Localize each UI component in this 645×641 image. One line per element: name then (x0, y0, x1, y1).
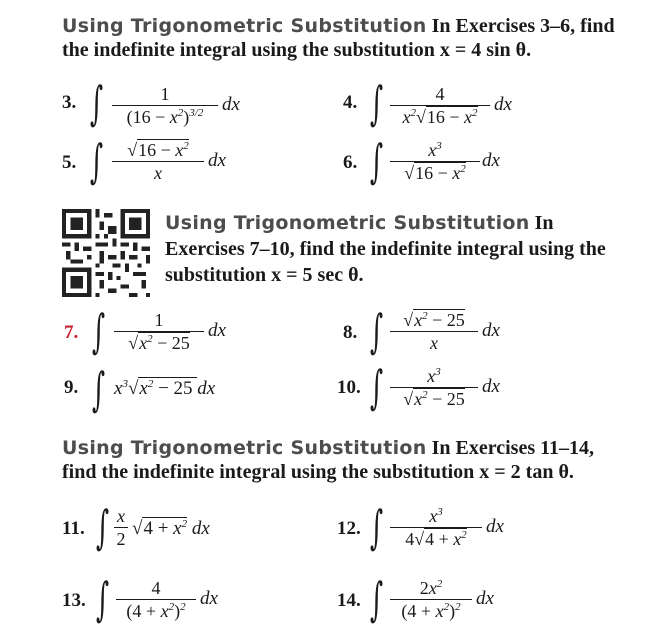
integral-sign: ∫ (370, 360, 384, 414)
section-heading-1 (62, 14, 617, 62)
exercise-13-fraction: 4 $(4 + x^2)^2$ (116, 578, 196, 621)
exercise-11-integrand: $√4 + x^2$ dx (132, 518, 210, 539)
integral-sign: ∫ (370, 304, 384, 358)
exercise-8-fraction: $√x^2 - 25$ x (390, 310, 478, 353)
exercise-number: 12. (337, 518, 361, 539)
section-title: Using Trigonometric Substitution (62, 15, 427, 37)
exercise-number: 11. (62, 518, 85, 539)
exercise-number: 5. (62, 152, 77, 173)
differential: dx (476, 588, 494, 609)
differential: dx (222, 94, 240, 115)
differential: dx (486, 516, 504, 537)
integral-sign: ∫ (370, 572, 384, 626)
integral-sign: ∫ (92, 304, 106, 358)
exercise-10-fraction: $x^3$ $√x^2 - 25$ (390, 366, 478, 409)
exercise-number: 3. (62, 92, 77, 113)
section-heading-2 (165, 210, 615, 288)
exercise-9-integrand: $x^3√x^2 - 25$ dx (114, 378, 216, 399)
differential: dx (482, 376, 500, 397)
exercise-number: 14. (337, 590, 361, 611)
differential: dx (482, 320, 500, 341)
integral-sign: ∫ (370, 500, 384, 554)
section-heading-3 (62, 436, 617, 484)
exercise-number: 7. (64, 322, 79, 343)
integral-sign: ∫ (90, 76, 104, 130)
differential: dx (494, 94, 512, 115)
section-instructions: In Exercises 11–14, find the indefinite integral using the substitution x = 2 tan θ. (62, 437, 595, 483)
exercise-number: 10. (337, 377, 361, 398)
exercise-3-fraction: 1 $(16 - x^2)^{3/2}$ (112, 84, 218, 127)
section-title: Using Trigonometric Substitution (165, 212, 530, 234)
integral-sign: ∫ (90, 134, 104, 188)
section-instructions: In Exercises 3–6, find the indefinite integral using the substitution x = 4 sin θ. (62, 15, 615, 61)
exercise-number: 9. (64, 377, 79, 398)
exercise-5-fraction: $√16 - x^2$ x (112, 140, 204, 183)
exercise-number: 4. (343, 92, 358, 113)
exercise-number: 8. (343, 322, 358, 343)
differential: dx (208, 320, 226, 341)
integral-sign: ∫ (92, 362, 106, 416)
integral-sign: ∫ (370, 134, 384, 188)
integral-sign: ∫ (96, 572, 110, 626)
qr-code-icon[interactable] (62, 209, 150, 297)
integral-sign: ∫ (370, 76, 384, 130)
integral-sign: ∫ (96, 500, 110, 554)
exercise-12-fraction: $x^3$ $4√4 + x^2$ (390, 506, 482, 549)
differential: dx (482, 150, 500, 171)
exercise-11-fraction: x 2 (114, 506, 128, 549)
section-instructions: In Exercises 7–10, find the indefinite integral using the substitution x = 5 sec θ. (165, 212, 606, 286)
exercise-7-fraction: 1 $√x^2 - 25$ (114, 310, 204, 353)
differential: dx (200, 588, 218, 609)
exercise-number: 6. (343, 152, 358, 173)
exercise-number: 13. (62, 590, 86, 611)
differential: dx (208, 150, 226, 171)
exercise-14-fraction: $2x^2$ $(4 + x^2)^2$ (390, 578, 472, 621)
exercise-4-fraction: 4 $x^2√16 - x^2$ (390, 84, 490, 127)
section-title: Using Trigonometric Substitution (62, 437, 427, 459)
exercise-6-fraction: $x^3$ $√16 - x^2$ (390, 140, 480, 183)
